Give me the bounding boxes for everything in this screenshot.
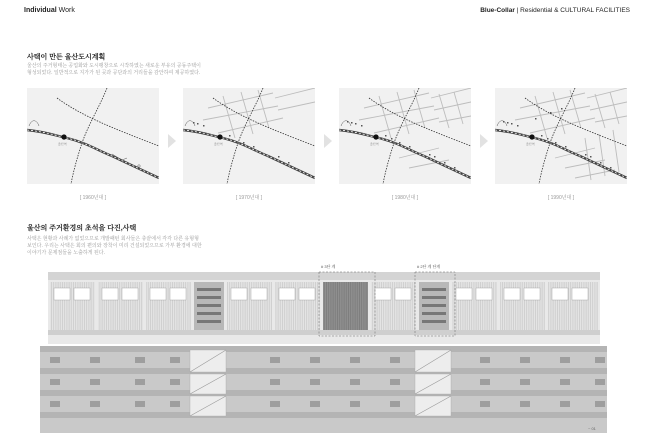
section1-body-line: 형성되었다. 일반적으로 지가가 된 곳과 공단과의 거리들을 감안하여 제공하였다.	[27, 70, 201, 76]
header-project-type	[24, 7, 75, 14]
station-label: 울산역	[526, 142, 535, 146]
station-marker-icon	[529, 134, 534, 139]
apartment-facade-elevation	[40, 262, 607, 433]
section2-body-line: 보인다. 우리는 사택은 회의 편의와 장착이 미리 건설되었으므로 가부 환경에 대한	[27, 243, 202, 249]
station-label: 울산역	[214, 142, 223, 146]
header-project-title	[480, 7, 630, 14]
header-left-normal: Work	[56, 7, 75, 14]
section2-body-line: 이야기가 문제점들을 노출하게 된다.	[27, 250, 106, 256]
map-caption-1970s: [ 1970년대 ]	[235, 195, 263, 201]
footer-page-label: ~ 01	[588, 426, 596, 431]
section2-body	[27, 236, 267, 257]
facade-tag-1: # 3단 계	[321, 264, 336, 269]
section1-title: 사택이 만든 울산도시계획	[27, 54, 106, 61]
map-1960s	[27, 88, 159, 184]
map-1990s	[495, 88, 627, 184]
section2-body-line: 사택은 현황과 사례가 없었으므로 개발패턴 회사들은 층끝에서 각각 다른 유형형	[27, 236, 199, 242]
section1-body	[27, 63, 267, 77]
station-label: 울산역	[58, 142, 67, 146]
map-1970s	[183, 88, 315, 184]
section1-body-line: 울산의 주거형태는 공업화와 도시팽창으로 시작하였는 새로운 부유의 공동주택이	[27, 63, 201, 69]
station-marker-icon	[373, 134, 378, 139]
header-right-bold: Blue-Collar	[480, 7, 515, 14]
station-marker-icon	[217, 134, 222, 139]
chevron-right-icon	[323, 134, 333, 148]
station-marker-icon	[61, 134, 66, 139]
header-right-normal: | Residential & CULTURAL FACILITIES	[514, 7, 630, 14]
map-caption-1980s: [ 1980년대 ]	[391, 195, 419, 201]
map-1980s	[339, 88, 471, 184]
map-caption-1960s: [ 1960년대 ]	[79, 195, 107, 201]
station-label: 울산역	[370, 142, 379, 146]
chevron-right-icon	[167, 134, 177, 148]
facade-tag-2: # 2단 계 단계	[417, 264, 441, 269]
map-caption-1990s: [ 1990년대 ]	[547, 195, 575, 201]
chevron-right-icon	[479, 134, 489, 148]
section2-title: 울산의 주거환경의 초석을 다진,사택	[27, 225, 137, 232]
header-left-bold: Individual	[24, 7, 57, 14]
